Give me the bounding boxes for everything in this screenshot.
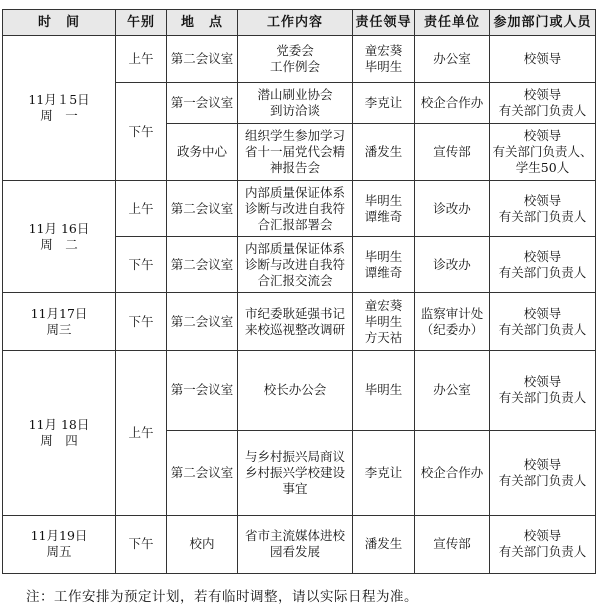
location-cell: 第一会议室	[167, 350, 238, 430]
content-cell: 市纪委耿延强书记来校巡视整改调研	[238, 293, 353, 350]
unit-cell: 诊改办	[415, 180, 490, 236]
period-cell: 下午	[116, 515, 167, 573]
header-unit: 责任单位	[415, 10, 490, 36]
day-cell: 11月17日 周三	[3, 293, 116, 350]
unit-cell: 办公室	[415, 350, 490, 430]
day-cell: 11月19日 周五	[3, 515, 116, 573]
content-cell: 内部质量保证体系诊断与改进自我符合汇报交流会	[238, 237, 353, 293]
attendees-cell: 校领导 有关部门负责人	[490, 180, 596, 236]
leader-cell: 潘发生	[353, 515, 415, 573]
content-cell: 潜山刷业协会 到访洽谈	[238, 83, 353, 123]
attendees-cell: 校领导 有关部门负责人、 学生50人	[490, 123, 596, 180]
unit-cell: 监察审计处 （纪委办）	[415, 293, 490, 350]
content-cell: 省市主流媒体进校园看发展	[238, 515, 353, 573]
table-row	[3, 293, 596, 350]
footnote: 注：工作安排为预定计划，若有临时调整，请以实际日程为准。	[26, 589, 418, 605]
location-cell: 第二会议室	[167, 293, 238, 350]
location-cell: 第二会议室	[167, 180, 238, 236]
period-cell: 上午	[116, 180, 167, 236]
location-cell: 政务中心	[167, 123, 238, 180]
attendees-cell: 校领导	[490, 36, 596, 83]
attendees-cell: 校领导 有关部门负责人	[490, 350, 596, 430]
unit-cell: 办公室	[415, 36, 490, 83]
attendees-cell: 校领导 有关部门负责人	[490, 431, 596, 515]
header-leader: 责任领导	[353, 10, 415, 36]
content-cell: 党委会 工作例会	[238, 36, 353, 83]
day-cell: 11月 16日 周 二	[3, 180, 116, 293]
period-cell: 下午	[116, 293, 167, 350]
leader-cell: 童宏葵 毕明生 方天祜	[353, 293, 415, 350]
header-location: 地 点	[167, 10, 238, 36]
header-time: 时 间	[3, 10, 116, 36]
day-cell: 11月 18日 周 四	[3, 350, 116, 515]
header-attendees: 参加部门或人员	[490, 10, 596, 36]
period-cell: 下午	[116, 237, 167, 293]
location-cell: 校内	[167, 515, 238, 573]
leader-cell: 毕明生 谭维奇	[353, 180, 415, 236]
table-row	[3, 350, 596, 430]
location-cell: 第二会议室	[167, 237, 238, 293]
day-cell: 11月１5日 周 一	[3, 36, 116, 181]
content-cell: 校长办公会	[238, 350, 353, 430]
content-cell: 内部质量保证体系诊断与改进自我符合汇报部署会	[238, 180, 353, 236]
location-cell: 第二会议室	[167, 431, 238, 515]
attendees-cell: 校领导 有关部门负责人	[490, 293, 596, 350]
leader-cell: 童宏葵 毕明生	[353, 36, 415, 83]
leader-cell: 毕明生 谭维奇	[353, 237, 415, 293]
unit-cell: 宣传部	[415, 123, 490, 180]
period-cell: 上午	[116, 36, 167, 83]
leader-cell: 毕明生	[353, 350, 415, 430]
attendees-cell: 校领导 有关部门负责人	[490, 515, 596, 573]
leader-cell: 李克让	[353, 83, 415, 123]
schedule-table	[2, 9, 596, 574]
unit-cell: 校企合作办	[415, 83, 490, 123]
header-period: 午别	[116, 10, 167, 36]
location-cell: 第二会议室	[167, 36, 238, 83]
header-content: 工作内容	[238, 10, 353, 36]
table-row	[3, 36, 596, 83]
unit-cell: 宣传部	[415, 515, 490, 573]
unit-cell: 校企合作办	[415, 431, 490, 515]
leader-cell: 李克让	[353, 431, 415, 515]
content-cell: 与乡村振兴局商议乡村振兴学校建设事宜	[238, 431, 353, 515]
table-row	[3, 180, 596, 236]
location-cell: 第一会议室	[167, 83, 238, 123]
leader-cell: 潘发生	[353, 123, 415, 180]
content-cell: 组织学生参加学习省十一届党代会精神报告会	[238, 123, 353, 180]
attendees-cell: 校领导 有关部门负责人	[490, 237, 596, 293]
period-cell: 上午	[116, 350, 167, 515]
attendees-cell: 校领导 有关部门负责人	[490, 83, 596, 123]
header-row	[3, 10, 596, 36]
period-cell: 下午	[116, 83, 167, 181]
table-row	[3, 515, 596, 573]
unit-cell: 诊改办	[415, 237, 490, 293]
